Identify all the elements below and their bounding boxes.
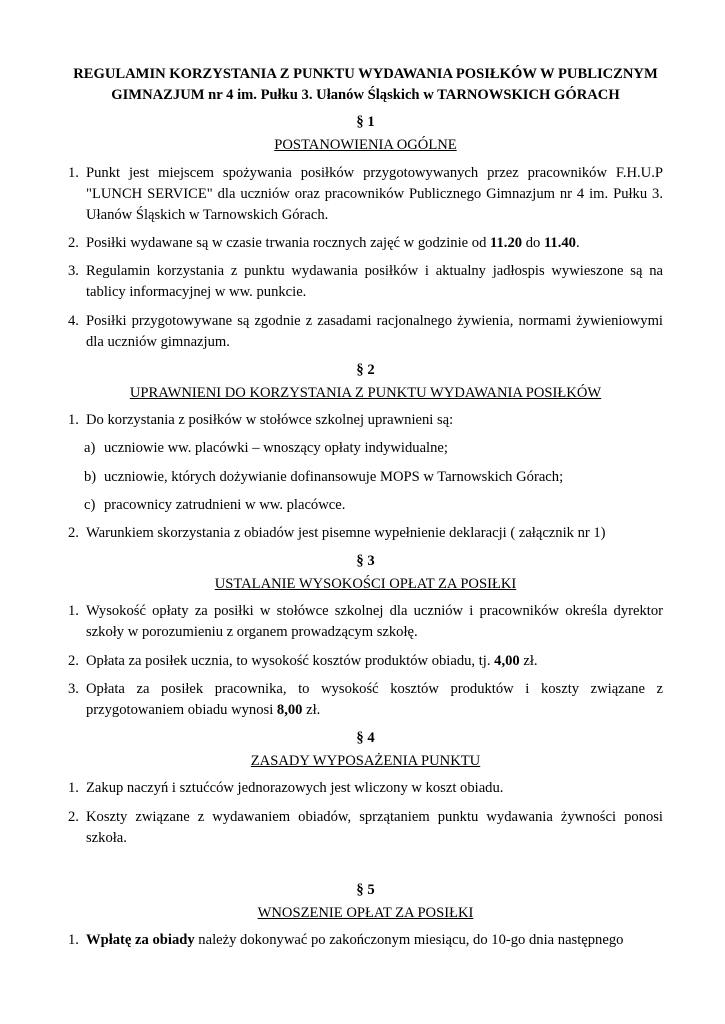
item-number: 2.: [68, 235, 79, 252]
item-text: uczniowie, których dożywianie dofinansowuje MOPS w Tarnowskich Górach;: [104, 468, 564, 485]
time-start: 11.20: [490, 235, 523, 252]
item-text: Opłata za posiłek pracownika, to wysokość kosztów produktów i koszty związane z przygotowaniem obiadu wynosi: [86, 680, 663, 718]
section-5-item-1: [68, 930, 663, 951]
item-text: Opłata za posiłek ucznia, to wysokość kosztów produktów obiadu, tj.: [86, 652, 495, 669]
item-number: 2.: [68, 808, 79, 825]
title-line-2: GIMNAZJUM nr 4 im. Pułku 3. Ułanów Śląskich w TARNOWSKICH GÓRACH: [111, 87, 620, 104]
student-price: 4,00: [494, 652, 520, 669]
item-number: 3.: [68, 263, 79, 280]
section-1-item-3: [68, 261, 663, 303]
item-number: 4.: [68, 312, 79, 329]
section-3-item-3: [68, 679, 663, 721]
section-2-subitem-c: [68, 495, 663, 516]
item-text: Punkt jest miejscem spożywania posiłków przygotowywanych przez pracowników F.H.U.P "LUNCH SERVICE" dla uczniów oraz pracowników Publicznego Gimnazjum nr 4 im. Pułku 3. Ułanów Śląskich w Tarnowskich Górach.: [86, 164, 663, 223]
item-text-end: .: [575, 235, 580, 252]
section-2-item-1: [68, 410, 663, 431]
section-4-heading: ZASADY WYPOSAŻENIA PUNKTU: [250, 753, 481, 770]
item-text-end: zł.: [302, 701, 321, 718]
item-text-end: zł.: [519, 652, 538, 669]
item-text: Posiłki przygotowywane są zgodnie z zasadami racjonalnego żywienia, normami żywieniowymi dla uczniów gimnazjum.: [86, 312, 663, 350]
employee-price: 8,00: [276, 701, 303, 718]
section-1-item-2: [68, 233, 663, 254]
section-4-item-1: [68, 778, 663, 799]
item-text: uczniowie ww. placówki – wnoszący opłaty indywidualne;: [104, 440, 448, 457]
item-text-mid: do: [522, 235, 544, 252]
document-title: [68, 64, 663, 106]
item-letter: b): [84, 468, 97, 485]
section-1-mark: § 1: [356, 114, 375, 131]
section-3-item-1: [68, 601, 663, 643]
title-line-1: REGULAMIN KORZYSTANIA Z PUNKTU WYDAWANIA POSIŁKÓW W PUBLICZNYM: [73, 66, 658, 82]
item-text: Wysokość opłaty za posiłki w stołówce szkolnej dla uczniów i pracowników określa dyrektor szkoły w porozumieniu z organem prowadzącym szkołę.: [86, 603, 663, 641]
item-text: Zakup naczyń i sztućców jednorazowych jest wliczony w koszt obiadu.: [86, 780, 504, 797]
section-1-item-4: [68, 311, 663, 353]
item-text: pracownicy zatrudnieni w ww. placówce.: [104, 496, 346, 513]
section-2-subitem-a: [68, 438, 663, 459]
section-3-mark: § 3: [356, 552, 375, 569]
section-4-mark: § 4: [356, 730, 375, 747]
section-2-subitem-b: [68, 467, 663, 488]
item-text-bold: Wpłatę za obiady: [86, 932, 195, 949]
time-end: 11.40: [543, 235, 576, 252]
section-2-heading: UPRAWNIENI DO KORZYSTANIA Z PUNKTU WYDAWANIA POSIŁKÓW: [129, 385, 602, 402]
section-3-heading: USTALANIE WYSOKOŚCI OPŁAT ZA POSIŁKI: [214, 576, 517, 593]
item-number: 1.: [68, 164, 79, 181]
item-letter: c): [84, 496, 96, 513]
item-letter: a): [84, 440, 96, 457]
item-number: 1.: [68, 780, 79, 797]
item-number: 1.: [68, 603, 79, 620]
item-text: Koszty związane z wydawaniem obiadów, sprzątaniem punktu wydawania żywności ponosi szkoła.: [86, 808, 663, 846]
item-number: 1.: [68, 932, 79, 949]
item-text: Posiłki wydawane są w czasie trwania rocznych zajęć w godzinie od: [86, 235, 491, 252]
section-5-heading: WNOSZENIE OPŁAT ZA POSIŁKI: [257, 905, 474, 921]
section-2-mark: § 2: [356, 361, 375, 378]
section-4-item-2: [68, 807, 663, 849]
item-text: Regulamin korzystania z punktu wydawania posiłków i aktualny jadłospis wywieszone są na tablicy informacyjnej w ww. punkcie.: [86, 263, 663, 301]
item-number: 2.: [68, 652, 79, 669]
item-number: 1.: [68, 412, 79, 429]
section-5-mark: § 5: [356, 881, 375, 898]
section-1-heading: POSTANOWIENIA OGÓLNE: [274, 137, 457, 154]
spacer: [68, 856, 663, 876]
section-1-item-1: [68, 163, 663, 226]
item-number: 2.: [68, 524, 79, 541]
item-text: Warunkiem skorzystania z obiadów jest pisemne wypełnienie deklaracji ( załącznik nr 1): [86, 524, 606, 541]
section-2-item-2: [68, 523, 663, 544]
item-text: należy dokonywać po zakończonym miesiącu, do 10-go dnia następnego: [194, 932, 624, 949]
item-number: 3.: [68, 680, 79, 697]
section-3-item-2: [68, 651, 663, 672]
item-text: Do korzystania z posiłków w stołówce szkolnej uprawnieni są:: [86, 412, 454, 429]
